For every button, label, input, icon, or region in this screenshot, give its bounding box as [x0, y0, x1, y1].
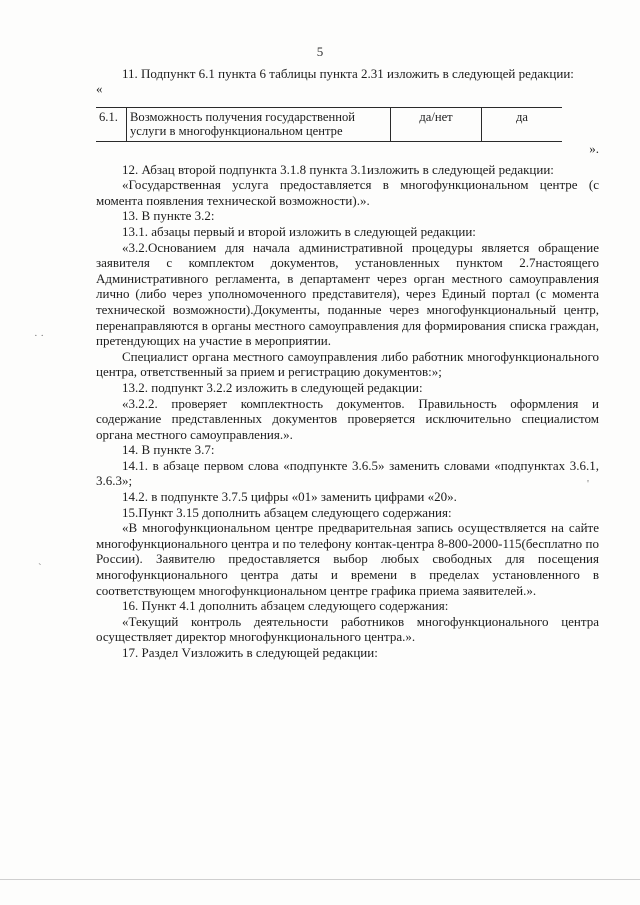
paragraph-13: 13. В пункте 3.2: [122, 208, 215, 224]
page-bottom-edge [0, 879, 640, 880]
services-table [96, 107, 562, 142]
table-quote-open: « [96, 80, 103, 96]
scan-speck-mark: · · [34, 330, 45, 342]
paragraph-13-1-text-a: «3.2.Основанием для начала административной процедуры является обращение заявителя с комплектом документов, установленных пунктом 2.7настоящего Административного регламента, в департамент через орган местного самоуправления лично (либо через уполномоченного представителя), через Единый портал (с момента технической возможности).Документы, поданные через многофункциональный центр, перенаправляются в органы местного самоуправления для формирования списка граждан, претендующих на участие в мероприятии. [96, 239, 599, 349]
page-number: 5 [316, 44, 324, 59]
table-cell-number: 6.1. [96, 107, 127, 141]
table-row [96, 107, 562, 141]
paragraph-12-text: «Государственная услуга предоставляется в многофункциональном центре (с момента появления технической возможности).». [96, 177, 599, 208]
table-quote-close: ». [589, 140, 599, 156]
paragraph-13-2: 13.2. подпункт 3.2.2 изложить в следующей редакции: [122, 379, 423, 395]
paragraph-14-2: 14.2. в подпункте 3.7.5 цифры «01» заменить цифрами «20». [122, 489, 457, 505]
paragraph-14: 14. В пункте 3.7: [122, 442, 215, 458]
paragraph-17: 17. Раздел Vизложить в следующей редакции: [122, 645, 378, 660]
table-cell-description: Возможность получения государственной услуги в многофункциональном центре [127, 107, 391, 141]
paragraph-16-text: «Текущий контроль деятельности работников многофункционального центра осуществляет директор многофункционального центра.». [96, 613, 599, 645]
table-cell-yes-no: да/нет [391, 107, 482, 141]
paragraph-15-text: «В многофункциональном центре предварительная запись осуществляется на сайте многофункционального центра и по телефону контак-центра 8-800-2000-115(бесплатно по России). Заявителю предоставляется выбор любых свободных для посещения многофункционального центра даты и времени в пределах установленного в соответствующем многофункциональном центре графика приема заявителей.». [96, 520, 599, 598]
paragraph-14-1: 14.1. в абзаце первом слова «подпункте 3.6.5» заменить словами «подпунктах 3.6.1, 3.6.3»; [96, 457, 599, 489]
paragraph-13-1-text-b: Специалист органа местного самоуправления либо работник многофункционального центра, ответственный за прием и регистрацию документов:»; [96, 348, 599, 380]
paragraph-16: 16. Пункт 4.1 дополнить абзацем следующего содержания: [122, 598, 449, 614]
paragraph-13-2-text: «3.2.2. проверяет комплектность документов. Правильность оформления и содержание представленных документов проверяется исключительно специалистом органа местного самоуправления.». [96, 395, 599, 442]
table-cell-value: да [482, 107, 563, 141]
scan-speck-mark: ' [587, 478, 589, 490]
paragraph-11: 11. Подпункт 6.1 пункта 6 таблицы пункта 2.31 изложить в следующей редакции: [122, 66, 574, 81]
paragraph-15: 15.Пункт 3.15 дополнить абзацем следующего содержания: [122, 504, 452, 520]
paragraph-12: 12. Абзац второй подпункта 3.1.8 пункта 3.1изложить в следующей редакции: [122, 161, 554, 177]
scan-speck-mark: ` [38, 562, 42, 574]
document-body [96, 66, 599, 661]
paragraph-13-1: 13.1. абзацы первый и второй изложить в следующей редакции: [122, 223, 476, 239]
